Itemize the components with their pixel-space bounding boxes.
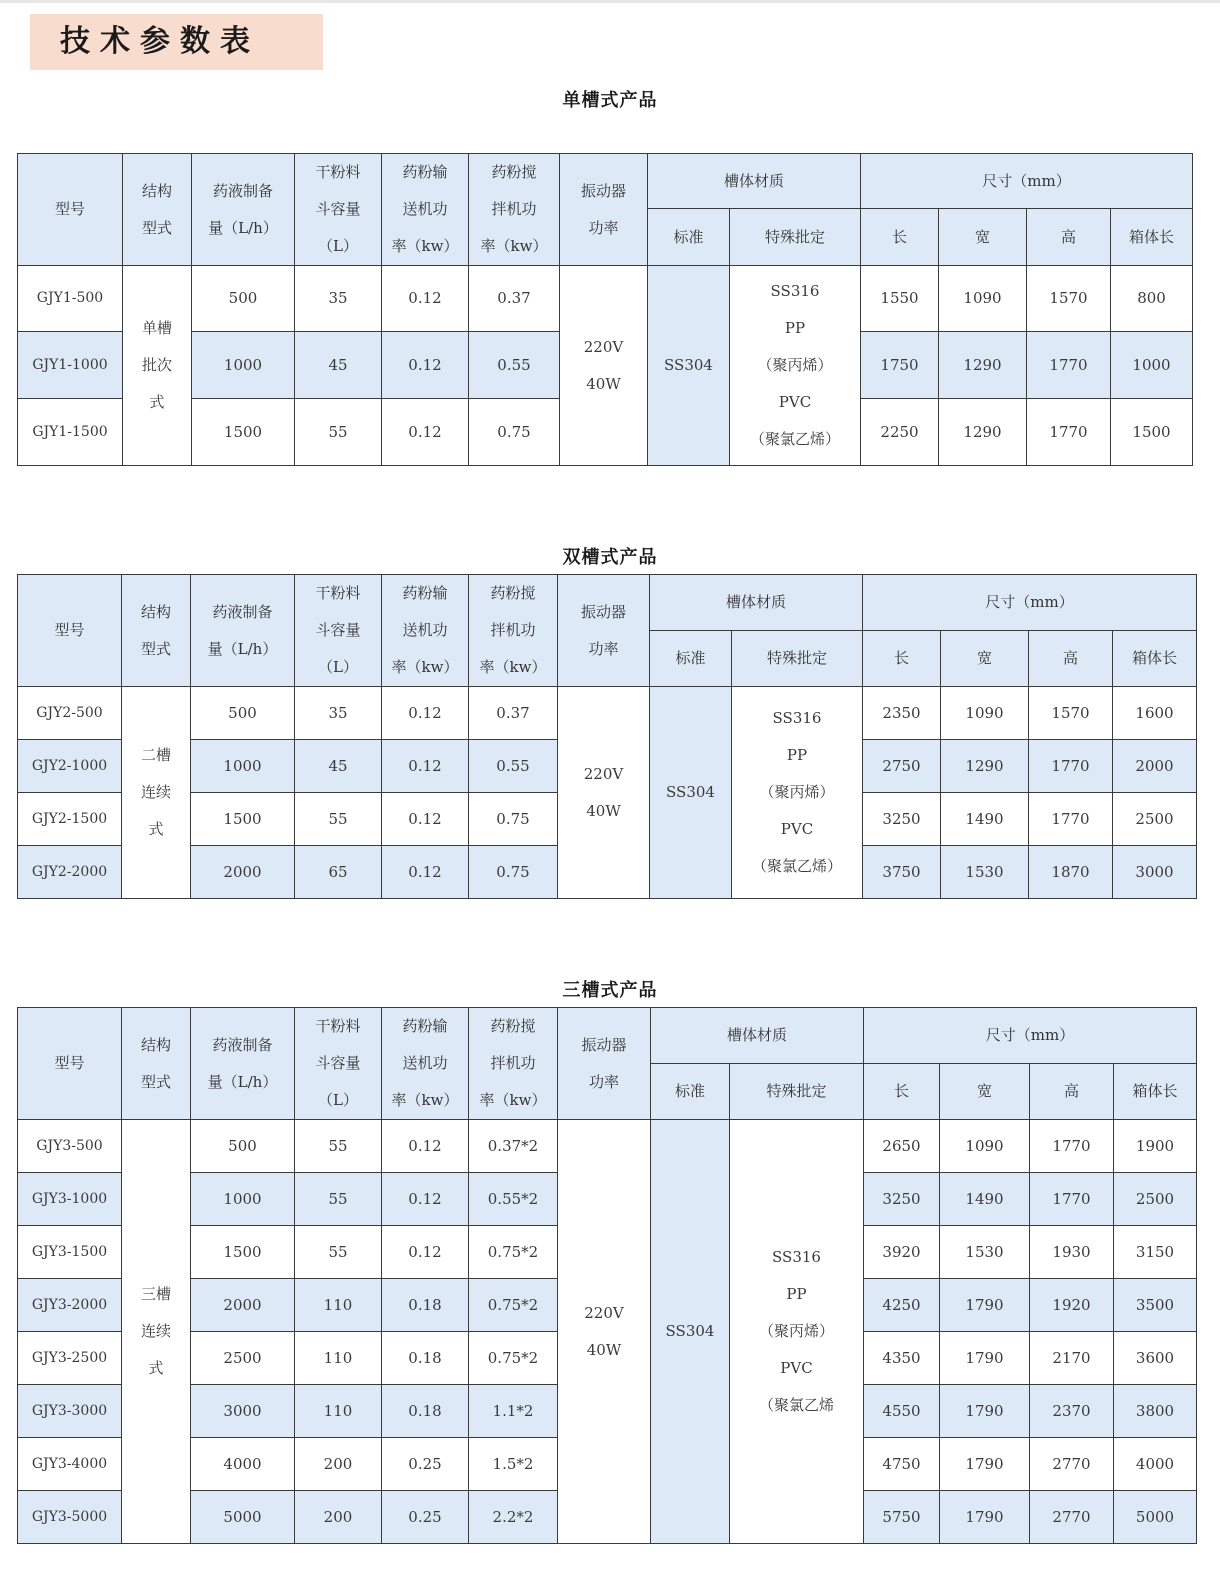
capacity-cell: 500: [191, 1120, 295, 1173]
height-cell: 1570: [1027, 266, 1111, 332]
model-cell: GJY2-500: [18, 687, 122, 740]
special-material-line: PP: [786, 1285, 807, 1303]
capacity-cell: 1500: [191, 1226, 295, 1279]
header-hopper-line: （L）: [318, 1091, 358, 1109]
model-cell: GJY1-1000: [18, 332, 123, 399]
structure-cell: [122, 687, 191, 899]
standard-material-cell: SS304: [648, 266, 730, 466]
header-mixer-line: 拌机功: [490, 621, 536, 639]
header-size: 尺寸（mm）: [864, 1008, 1197, 1064]
length-cell: 3750: [863, 846, 941, 899]
width-cell: 1530: [940, 1226, 1030, 1279]
header-mixer: [469, 1008, 558, 1120]
header-mixer-line: 率（kw）: [479, 1091, 547, 1109]
header-width: 宽: [939, 209, 1027, 266]
length-cell: 2750: [863, 740, 941, 793]
box-length-cell: 5000: [1114, 1491, 1197, 1544]
special-material-line: SS316: [772, 709, 822, 727]
mixer-cell: 0.37: [469, 266, 560, 332]
vibrator-cell: [558, 1120, 651, 1544]
hopper-cell: 55: [295, 1120, 382, 1173]
header-special: 特殊批定: [730, 1064, 864, 1120]
hopper-cell: 55: [295, 793, 382, 846]
header-mixer-line: 药粉搅: [490, 584, 536, 602]
capacity-cell: 1500: [192, 399, 295, 466]
length-cell: 1750: [861, 332, 939, 399]
length-cell: 4750: [864, 1438, 940, 1491]
header-capacity-line: 量（L/h）: [207, 639, 278, 658]
spec-table: [17, 574, 1197, 899]
mixer-cell: 0.55*2: [469, 1173, 558, 1226]
header-size: 尺寸（mm）: [863, 575, 1197, 631]
length-cell: 5750: [864, 1491, 940, 1544]
special-material-line: SS316: [772, 1248, 821, 1266]
special-material-cell: [730, 1120, 864, 1544]
length-cell: 3920: [864, 1226, 940, 1279]
table-row: [18, 266, 1193, 332]
box-length-cell: 3600: [1114, 1332, 1197, 1385]
header-standard: 标准: [651, 1064, 730, 1120]
header-box-length: 箱体长: [1114, 1064, 1197, 1120]
header-capacity: [192, 154, 295, 266]
width-cell: 1090: [940, 1120, 1030, 1173]
capacity-cell: 1000: [191, 1173, 295, 1226]
conveyor-cell: 0.12: [382, 1120, 469, 1173]
header-row: [18, 1008, 1197, 1064]
header-model: 型号: [18, 575, 122, 687]
conveyor-cell: 0.25: [382, 1438, 469, 1491]
header-mixer: [469, 154, 560, 266]
height-cell: 1770: [1030, 1173, 1114, 1226]
capacity-cell: 1000: [191, 740, 295, 793]
mixer-cell: 0.75*2: [469, 1332, 558, 1385]
width-cell: 1090: [939, 266, 1027, 332]
header-capacity-line: 药液制备: [212, 181, 273, 200]
height-cell: 2170: [1030, 1332, 1114, 1385]
length-cell: 2250: [861, 399, 939, 466]
conveyor-cell: 0.12: [382, 1173, 469, 1226]
header-hopper-line: 干粉料: [315, 584, 361, 602]
width-cell: 1530: [941, 846, 1029, 899]
height-cell: 2770: [1030, 1491, 1114, 1544]
special-material-cell: [732, 687, 863, 899]
header-mixer-line: 率（kw）: [480, 237, 548, 255]
vibrator-cell: [558, 687, 650, 899]
header-structure-line: 型式: [140, 639, 171, 658]
header-standard: 标准: [648, 209, 730, 266]
header-height: 高: [1030, 1064, 1114, 1120]
capacity-cell: 2500: [191, 1332, 295, 1385]
mixer-cell: 0.55: [469, 740, 558, 793]
height-cell: 1870: [1029, 846, 1113, 899]
header-standard: 标准: [650, 631, 732, 687]
model-cell: GJY3-1000: [18, 1173, 122, 1226]
header-vibrator-line: 功率: [588, 218, 619, 237]
header-height: 高: [1029, 631, 1113, 687]
header-length: 长: [863, 631, 941, 687]
conveyor-cell: 0.12: [382, 740, 469, 793]
header-conveyor-line: 送机功: [402, 200, 448, 218]
vibrator-line: 220V: [584, 1303, 624, 1322]
hopper-cell: 45: [295, 740, 382, 793]
conveyor-cell: 0.12: [382, 1226, 469, 1279]
header-vibrator-line: 功率: [588, 1072, 619, 1091]
header-structure-line: 型式: [140, 1072, 171, 1091]
header-hopper-line: 干粉料: [315, 1017, 361, 1035]
model-cell: GJY2-1000: [18, 740, 122, 793]
width-cell: 1790: [940, 1438, 1030, 1491]
page-title: 技术参数表: [30, 14, 323, 70]
table-row: [18, 687, 1197, 740]
standard-material-cell: SS304: [650, 687, 732, 899]
header-material: 槽体材质: [650, 575, 863, 631]
box-length-cell: 4000: [1114, 1438, 1197, 1491]
header-structure-line: 结构: [140, 602, 171, 621]
hopper-cell: 110: [295, 1279, 382, 1332]
special-material-line: PVC: [780, 820, 814, 838]
mixer-cell: 0.37: [469, 687, 558, 740]
hopper-cell: 55: [295, 399, 382, 466]
mixer-cell: 1.5*2: [469, 1438, 558, 1491]
vibrator-line: 40W: [586, 1340, 622, 1359]
length-cell: 1550: [861, 266, 939, 332]
header-capacity: [191, 575, 295, 687]
header-hopper: [295, 154, 382, 266]
mixer-cell: 0.75*2: [469, 1279, 558, 1332]
model-cell: GJY1-500: [18, 266, 123, 332]
conveyor-cell: 0.18: [382, 1332, 469, 1385]
conveyor-cell: 0.12: [382, 332, 469, 399]
section-title-triple: 三槽式产品: [562, 980, 658, 1001]
structure-line: 式: [149, 393, 165, 411]
capacity-cell: 1500: [191, 793, 295, 846]
header-mixer-line: 拌机功: [491, 200, 537, 218]
box-length-cell: 2500: [1113, 793, 1197, 846]
header-conveyor-line: 药粉输: [402, 163, 448, 181]
box-length-cell: 1000: [1111, 332, 1193, 399]
header-width: 宽: [941, 631, 1029, 687]
header-capacity-line: 药液制备: [212, 1035, 273, 1054]
vibrator-cell: [560, 266, 648, 466]
model-cell: GJY3-4000: [18, 1438, 122, 1491]
special-material-line: SS316: [770, 282, 820, 300]
model-cell: GJY3-1500: [18, 1226, 122, 1279]
special-material-line: PP: [786, 746, 808, 764]
model-cell: GJY2-2000: [18, 846, 122, 899]
structure-cell: [123, 266, 192, 466]
header-capacity-line: 量（L/h）: [208, 218, 278, 237]
header-hopper: [295, 575, 382, 687]
header-capacity-line: 量（L/h）: [207, 1072, 278, 1091]
special-material-line: （聚氯乙烯: [759, 1396, 835, 1414]
width-cell: 1790: [940, 1385, 1030, 1438]
structure-line: 单槽: [141, 319, 172, 337]
box-length-cell: 3500: [1114, 1279, 1197, 1332]
header-vibrator: [558, 575, 650, 687]
header-vibrator: [558, 1008, 651, 1120]
header-conveyor-line: 送机功: [402, 621, 448, 639]
header-height: 高: [1027, 209, 1111, 266]
spec-table: [17, 153, 1193, 466]
header-structure: [122, 1008, 191, 1120]
header-vibrator-line: 振动器: [580, 602, 626, 621]
header-hopper-line: 斗容量: [315, 621, 361, 639]
mixer-cell: 0.37*2: [469, 1120, 558, 1173]
header-hopper: [295, 1008, 382, 1120]
conveyor-cell: 0.12: [382, 399, 469, 466]
width-cell: 1290: [939, 332, 1027, 399]
hopper-cell: 110: [295, 1385, 382, 1438]
hopper-cell: 200: [295, 1491, 382, 1544]
model-cell: GJY3-2000: [18, 1279, 122, 1332]
header-conveyor: [382, 1008, 469, 1120]
conveyor-cell: 0.25: [382, 1491, 469, 1544]
header-width: 宽: [940, 1064, 1030, 1120]
header-vibrator-line: 振动器: [580, 181, 626, 200]
box-length-cell: 800: [1111, 266, 1193, 332]
width-cell: 1790: [940, 1279, 1030, 1332]
mixer-cell: 0.75: [469, 793, 558, 846]
header-special: 特殊批定: [732, 631, 863, 687]
special-material-line: （聚丙烯）: [757, 356, 833, 374]
mixer-cell: 0.55: [469, 332, 560, 399]
spec-table: [17, 1007, 1197, 1544]
header-special: 特殊批定: [730, 209, 861, 266]
header-size: 尺寸（mm）: [861, 154, 1193, 209]
length-cell: 2650: [864, 1120, 940, 1173]
header-model: 型号: [18, 1008, 122, 1120]
structure-line: 式: [148, 820, 164, 838]
capacity-cell: 3000: [191, 1385, 295, 1438]
model-cell: GJY3-2500: [18, 1332, 122, 1385]
box-length-cell: 2000: [1113, 740, 1197, 793]
mixer-cell: 0.75: [469, 846, 558, 899]
standard-material-cell: SS304: [651, 1120, 730, 1544]
height-cell: 1930: [1030, 1226, 1114, 1279]
header-conveyor-line: 率（kw）: [391, 237, 459, 255]
capacity-cell: 1000: [192, 332, 295, 399]
header-box-length: 箱体长: [1111, 209, 1193, 266]
box-length-cell: 1600: [1113, 687, 1197, 740]
length-cell: 3250: [864, 1173, 940, 1226]
header-material: 槽体材质: [648, 154, 861, 209]
header-material: 槽体材质: [651, 1008, 864, 1064]
length-cell: 4350: [864, 1332, 940, 1385]
mixer-cell: 2.2*2: [469, 1491, 558, 1544]
model-cell: GJY2-1500: [18, 793, 122, 846]
header-structure-line: 结构: [140, 1035, 171, 1054]
conveyor-cell: 0.12: [382, 266, 469, 332]
width-cell: 1490: [940, 1173, 1030, 1226]
section-title-double: 双槽式产品: [562, 547, 658, 568]
structure-line: 三槽: [140, 1285, 171, 1303]
hopper-cell: 55: [295, 1173, 382, 1226]
header-structure: [123, 154, 192, 266]
width-cell: 1090: [941, 687, 1029, 740]
model-cell: GJY1-1500: [18, 399, 123, 466]
header-length: 长: [861, 209, 939, 266]
width-cell: 1290: [939, 399, 1027, 466]
structure-cell: [122, 1120, 191, 1544]
header-structure-line: 结构: [141, 181, 172, 200]
header-structure: [122, 575, 191, 687]
header-mixer: [469, 575, 558, 687]
height-cell: 1770: [1030, 1120, 1114, 1173]
model-cell: GJY3-3000: [18, 1385, 122, 1438]
structure-line: 连续: [140, 783, 171, 801]
header-row: [18, 575, 1197, 631]
length-cell: 4550: [864, 1385, 940, 1438]
capacity-cell: 5000: [191, 1491, 295, 1544]
mixer-cell: 1.1*2: [469, 1385, 558, 1438]
header-conveyor-line: 药粉输: [402, 584, 448, 602]
special-material-line: （聚丙烯）: [759, 783, 835, 801]
header-mixer-line: 药粉搅: [491, 163, 537, 181]
structure-line: 式: [148, 1359, 164, 1377]
conveyor-cell: 0.12: [382, 793, 469, 846]
vibrator-line: 220V: [583, 337, 624, 356]
header-length: 长: [864, 1064, 940, 1120]
header-conveyor: [382, 575, 469, 687]
box-length-cell: 3800: [1114, 1385, 1197, 1438]
header-mixer-line: 率（kw）: [479, 658, 547, 676]
special-material-cell: [730, 266, 861, 466]
header-hopper-line: （L）: [318, 237, 358, 255]
special-material-line: PP: [784, 319, 806, 337]
conveyor-cell: 0.12: [382, 846, 469, 899]
width-cell: 1290: [941, 740, 1029, 793]
mixer-cell: 0.75: [469, 399, 560, 466]
special-material-line: PVC: [778, 393, 812, 411]
hopper-cell: 200: [295, 1438, 382, 1491]
special-material-line: （聚氯乙烯）: [750, 430, 841, 448]
conveyor-cell: 0.18: [382, 1279, 469, 1332]
hopper-cell: 45: [295, 332, 382, 399]
height-cell: 2370: [1030, 1385, 1114, 1438]
hopper-cell: 110: [295, 1332, 382, 1385]
width-cell: 1790: [940, 1491, 1030, 1544]
header-hopper-line: 斗容量: [315, 200, 361, 218]
special-material-line: （聚丙烯）: [759, 1322, 835, 1340]
structure-line: 连续: [140, 1322, 171, 1340]
width-cell: 1490: [941, 793, 1029, 846]
height-cell: 1920: [1030, 1279, 1114, 1332]
mixer-cell: 0.75*2: [469, 1226, 558, 1279]
header-capacity-line: 药液制备: [212, 602, 273, 621]
box-length-cell: 1500: [1111, 399, 1193, 466]
capacity-cell: 2000: [191, 1279, 295, 1332]
height-cell: 1770: [1029, 793, 1113, 846]
hopper-cell: 35: [295, 687, 382, 740]
header-hopper-line: 斗容量: [315, 1054, 361, 1072]
hopper-cell: 55: [295, 1226, 382, 1279]
conveyor-cell: 0.18: [382, 1385, 469, 1438]
header-conveyor-line: 送机功: [402, 1054, 448, 1072]
vibrator-line: 220V: [583, 764, 624, 783]
section-title-single: 单槽式产品: [562, 90, 658, 111]
hopper-cell: 35: [295, 266, 382, 332]
box-length-cell: 3150: [1114, 1226, 1197, 1279]
height-cell: 1770: [1027, 399, 1111, 466]
height-cell: 2770: [1030, 1438, 1114, 1491]
table-row: [18, 1120, 1197, 1173]
length-cell: 3250: [863, 793, 941, 846]
capacity-cell: 2000: [191, 846, 295, 899]
header-conveyor-line: 率（kw）: [391, 1091, 459, 1109]
special-material-line: （聚氯乙烯）: [752, 857, 843, 875]
header-vibrator-line: 振动器: [581, 1035, 627, 1054]
box-length-cell: 2500: [1114, 1173, 1197, 1226]
header-box-length: 箱体长: [1113, 631, 1197, 687]
model-cell: GJY3-5000: [18, 1491, 122, 1544]
vibrator-line: 40W: [586, 374, 621, 393]
header-model: 型号: [18, 154, 123, 266]
header-vibrator: [560, 154, 648, 266]
box-length-cell: 3000: [1113, 846, 1197, 899]
height-cell: 1770: [1029, 740, 1113, 793]
header-conveyor-line: 药粉输: [402, 1017, 448, 1035]
capacity-cell: 500: [191, 687, 295, 740]
capacity-cell: 4000: [191, 1438, 295, 1491]
top-divider: [0, 0, 1220, 3]
conveyor-cell: 0.12: [382, 687, 469, 740]
box-length-cell: 1900: [1114, 1120, 1197, 1173]
header-hopper-line: （L）: [318, 658, 358, 676]
width-cell: 1790: [940, 1332, 1030, 1385]
length-cell: 2350: [863, 687, 941, 740]
header-conveyor-line: 率（kw）: [391, 658, 459, 676]
length-cell: 4250: [864, 1279, 940, 1332]
structure-line: 批次: [141, 356, 172, 374]
hopper-cell: 65: [295, 846, 382, 899]
header-mixer-line: 拌机功: [490, 1054, 536, 1072]
header-row: [18, 154, 1193, 209]
height-cell: 1570: [1029, 687, 1113, 740]
capacity-cell: 500: [192, 266, 295, 332]
special-material-line: PVC: [780, 1359, 813, 1377]
header-capacity: [191, 1008, 295, 1120]
vibrator-line: 40W: [586, 801, 621, 820]
header-mixer-line: 药粉搅: [490, 1017, 536, 1035]
header-vibrator-line: 功率: [588, 639, 619, 658]
height-cell: 1770: [1027, 332, 1111, 399]
header-structure-line: 型式: [141, 218, 172, 237]
model-cell: GJY3-500: [18, 1120, 122, 1173]
header-hopper-line: 干粉料: [315, 163, 361, 181]
header-conveyor: [382, 154, 469, 266]
structure-line: 二槽: [140, 746, 171, 764]
